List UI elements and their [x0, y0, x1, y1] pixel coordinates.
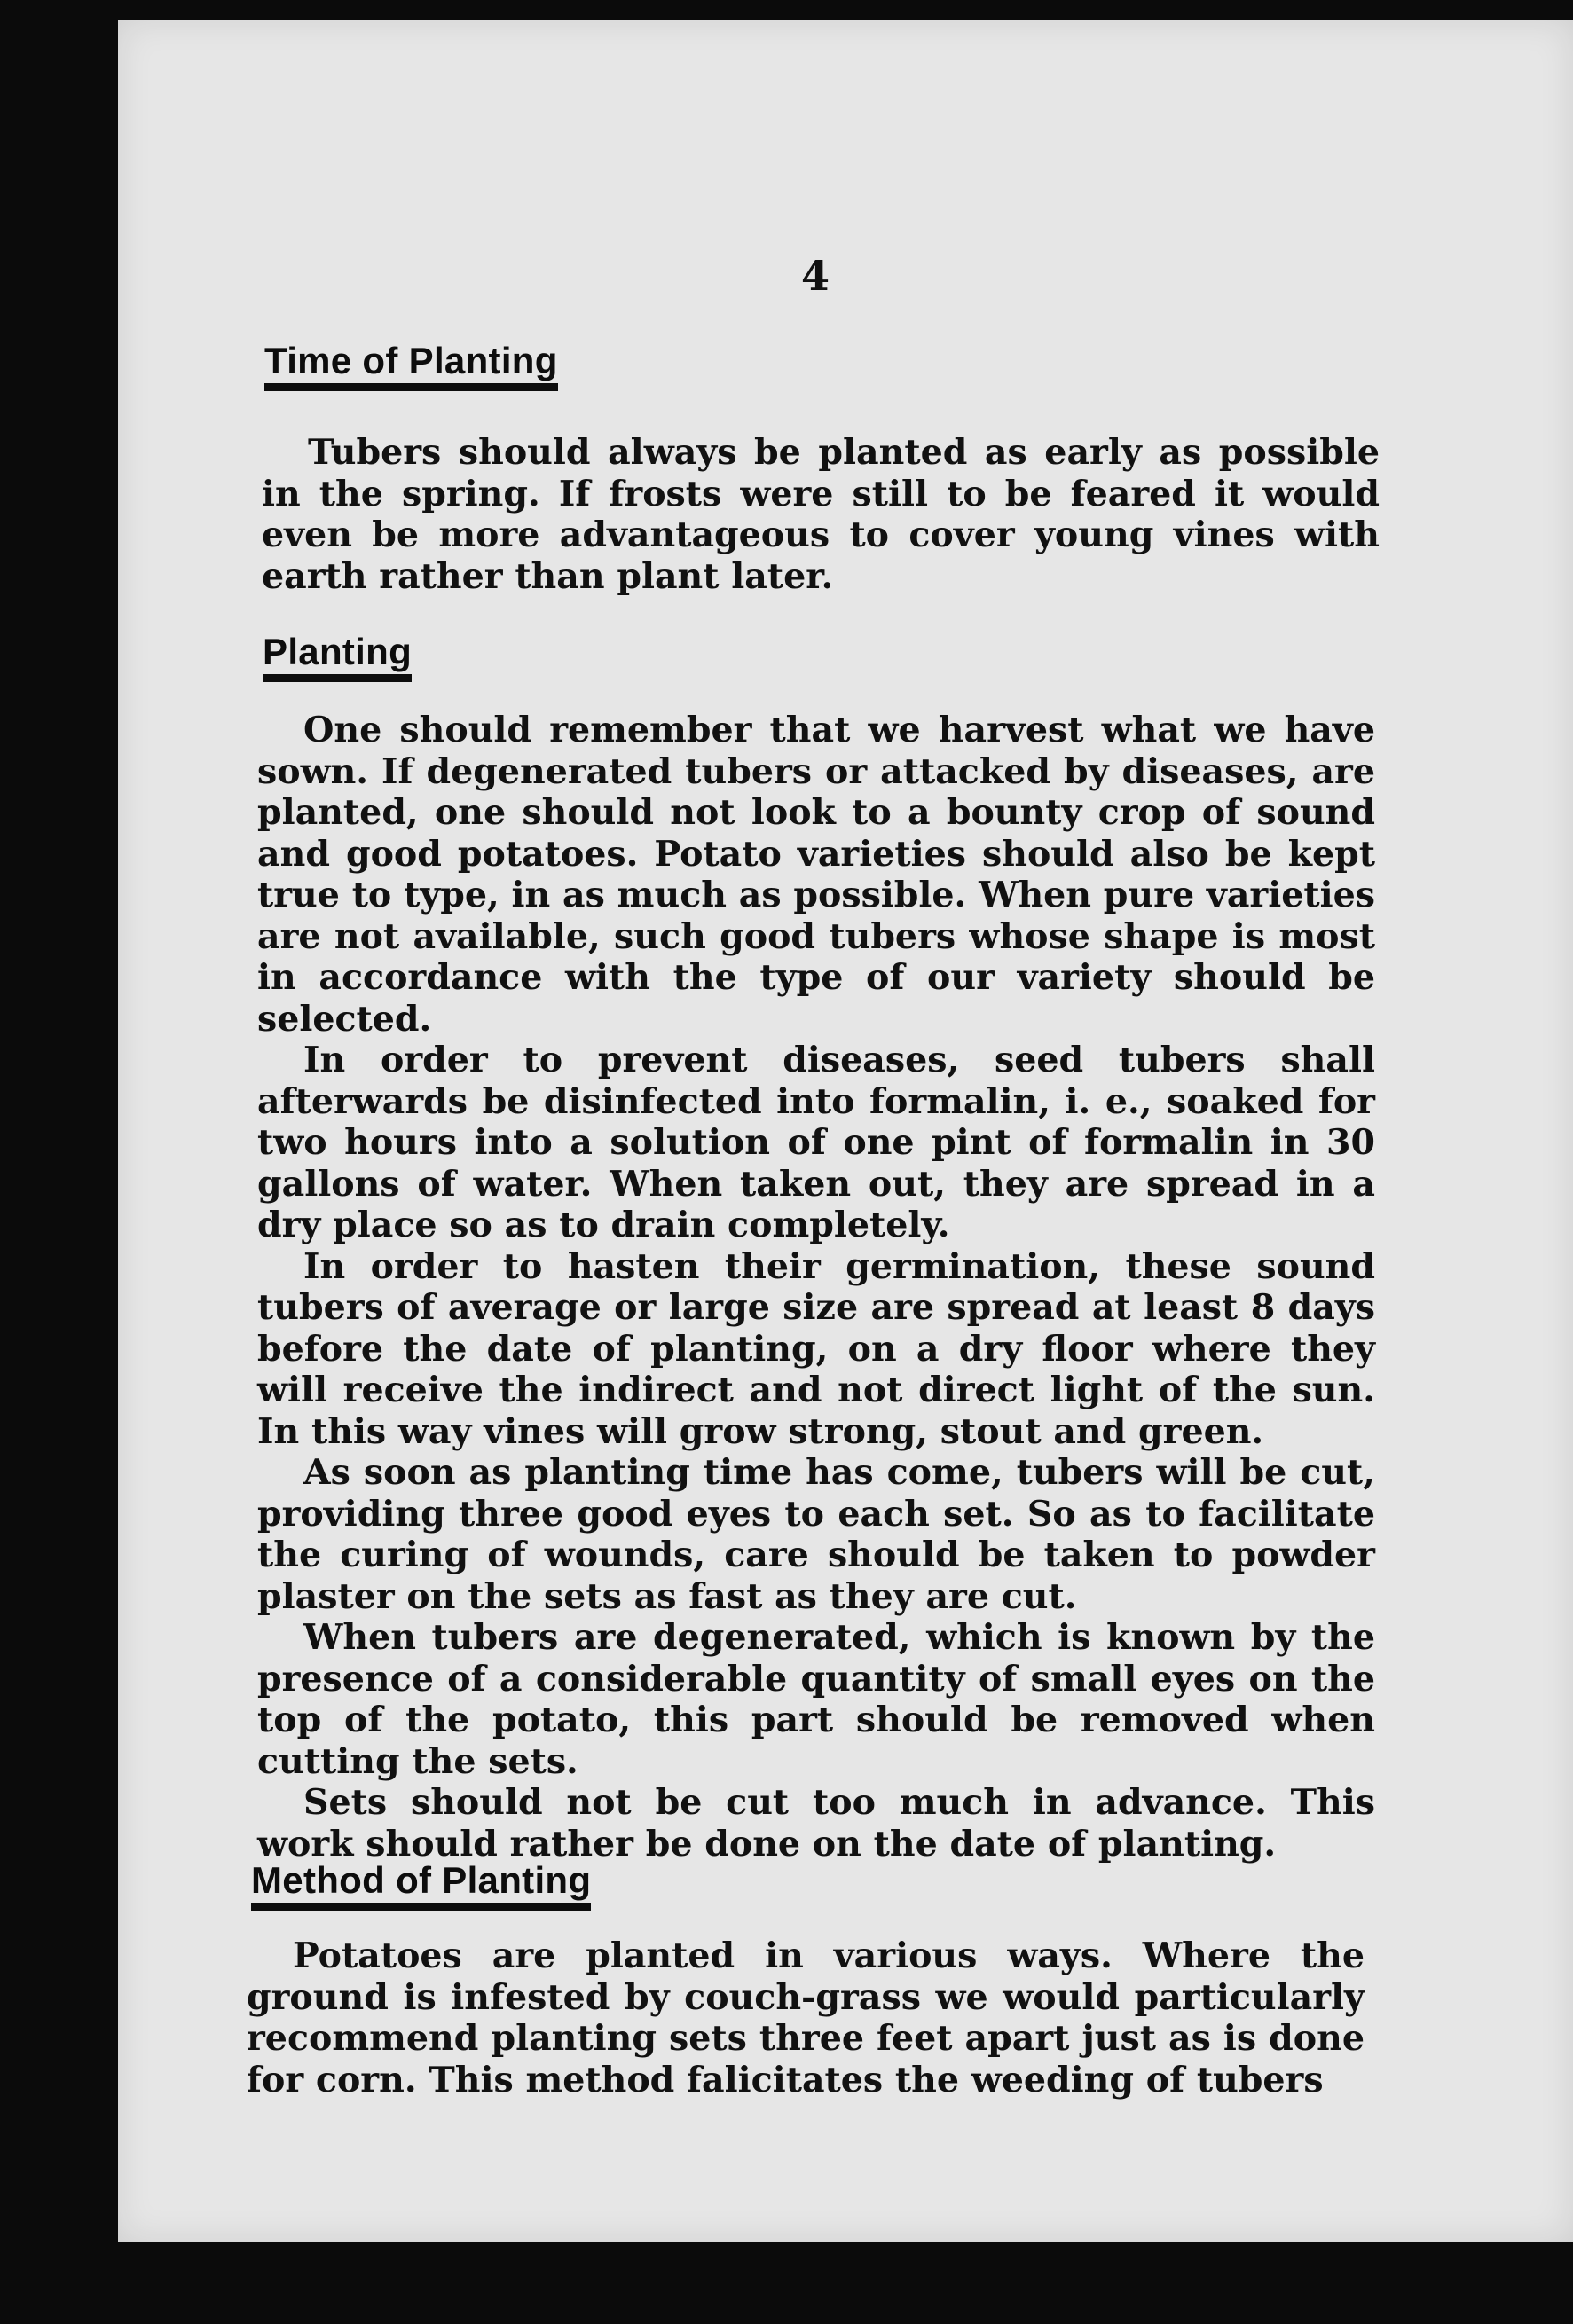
section-heading-planting: Planting [263, 632, 412, 682]
section-planting [257, 710, 1375, 1865]
paragraph: Tubers should always be planted as early as possible in the spring. If frosts were still to be feared it would even be more advantageous to cover young vines with earth rather than plant later. [262, 432, 1380, 597]
paragraph: In order to prevent diseases, seed tubers shall afterwards be disinfected into formalin, i. e., soaked for two hours into a solution of one pint of formalin in 30 gallons of water. When taken out, they are spread in a dry place so as to drain completely. [257, 1040, 1375, 1245]
paragraph: One should remember that we harvest what we have sown. If degenerated tubers or attacked by diseases, are planted, one should not look to a bounty crop of sound and good potatoes. Potato varieties should also be kept true to type, in as much as possible. When pure varieties are not available, such good tubers whose shape is most in accordance with the type of our variety should be selected. [257, 710, 1375, 1040]
paragraph: Sets should not be cut too much in advance. This work should rather be done on the date of planting. [257, 1782, 1375, 1865]
section-time-of-planting [262, 432, 1380, 597]
paragraph: Potatoes are planted in various ways. Where the ground is infested by couch-grass we would particularly recommend planting sets three feet apart just as is done for corn. This method falicitates the weeding of tubers [247, 1935, 1365, 2100]
section-heading-time-of-planting: Time of Planting [264, 341, 558, 391]
section-heading-method-of-planting: Method of Planting [251, 1860, 591, 1911]
document-page [118, 20, 1573, 2242]
paragraph: When tubers are degenerated, which is known by the presence of a considerable quantity of small eyes on the top of the potato, this part should be removed when cutting the sets. [257, 1617, 1375, 1782]
page-number: 4 [801, 252, 830, 300]
paragraph: As soon as planting time has come, tubers will be cut, providing three good eyes to each set. So as to facilitate the curing of wounds, care should be taken to powder plaster on the sets as fast as they are cut. [257, 1452, 1375, 1617]
paragraph: In order to hasten their germination, these sound tubers of average or large size are spread at least 8 days before the date of planting, on a dry floor where they will receive the indirect and not direct light of the sun. In this way vines will grow strong, stout and green. [257, 1245, 1375, 1452]
section-method-of-planting [247, 1935, 1365, 2100]
